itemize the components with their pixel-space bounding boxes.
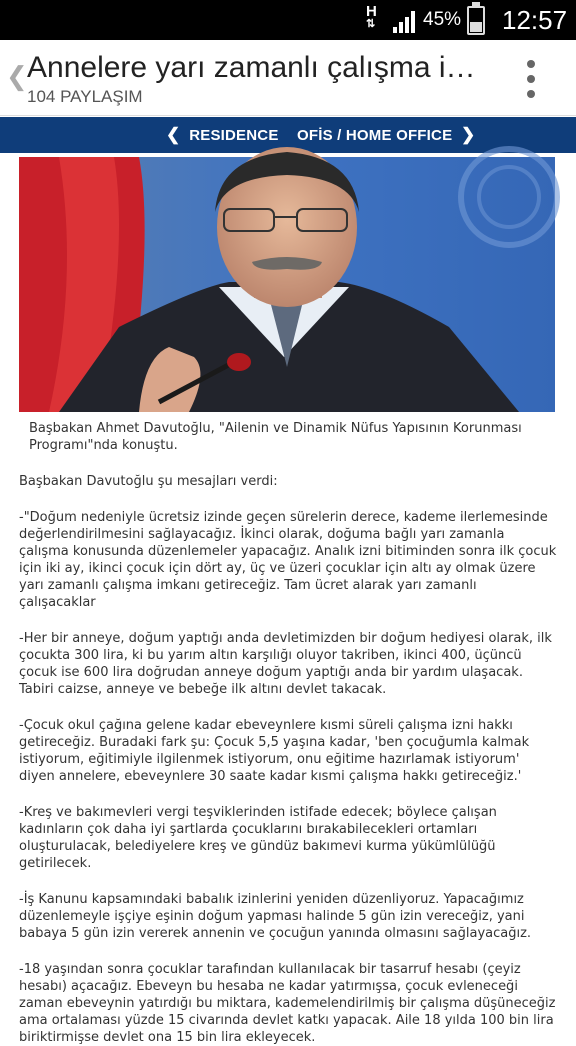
signal-icon: [393, 9, 419, 33]
article-paragraph: -Her bir anneye, doğum yaptığı anda devletimizden bir doğum hediyesi olarak, ilk çocukta 300 lira, ki bu yarım altın karşılığı oluyor takriben, ikinci 400, üçüncü çocuk ise 600 lira doğrudan anneye doğum yaptığı anda bir yardım ulaşacak. Tabiri caizse, anneye ve bebeğe ilk altını devlet takacak.: [19, 631, 552, 697]
article-paragraph: -İş Kanunu kapsamındaki babalık izinlerini yeniden düzenliyoruz. Yapacağımız düzenlemeyle işçiye eşinin doğum yapması halinde 5 gün izin vereceğiz, yani babaya 5 gün izin vererek annenin ve çocuğun yanında olmasını sağlayacağız.: [19, 892, 532, 941]
article-paragraph: -Kreş ve bakımevleri vergi teşviklerinden istifade edecek; böylece çalışan kadınların çok daha iyi şartlarda çocuklarını bırakabilecekleri ortamları oluşturulacak, belediyelere kreş ve gündüz bakımevi kurma yükümlülüğü getirilecek.: [19, 805, 497, 871]
article-paragraph: -"Doğum nedeniyle ücretsiz izinde geçen sürelerin derece, kademe ilerlemesinde değerlendirilmesini sağlayacağız. İkinci olarak, doğuma bağlı yarı zamanla çalışma konusunda düzenlemeler yapacağız. Analık izni bitiminden sonra ilk çocuk için iki ay, ikinci çocuk için dört ay, üç ve üzeri çocuklar için altı ay olmak üzere yarı zamanlı çalışma imkanı getireceğiz. Tam ücret alarak yarı zamanlı çalışacaklar: [19, 510, 557, 610]
article-photo: [19, 157, 555, 412]
share-count: 104 PAYLAŞIM: [27, 87, 143, 106]
page-title: Annelere yarı zamanlı çalışma i…: [27, 51, 476, 84]
prev-section-button[interactable]: [166, 125, 279, 145]
battery-percent: 45%: [423, 9, 462, 30]
battery-fill: [470, 22, 482, 32]
chevron-left-icon: ❮: [166, 125, 181, 144]
article-paragraph: Başbakan Davutoğlu şu mesajları verdi:: [19, 474, 278, 489]
status-bar: [0, 0, 576, 40]
next-section-button[interactable]: [297, 125, 475, 145]
clock: 12:57: [502, 5, 568, 35]
network-type-indicator: H ⇅: [366, 3, 377, 30]
overflow-menu-icon[interactable]: [520, 60, 542, 100]
article-body: [19, 420, 557, 1046]
article-paragraph: -18 yaşından sonra çocuklar tarafından kullanılacak bir tasarruf hesabı (çeyiz hesabı) açacağız. Ebeveyn bu hesaba ne kadar yatırmışsa, çocuk evleneceği zaman ebeveynin yatırdığı bu miktara, kademelendirilmiş bir çalışma düşüneceğiz ama ortalaması yüzde 15 civarında devlet katkı yapacak. Aile 18 yılda 100 bin lira biriktirmişse devlet ona 15 bin lira ekleyecek.: [19, 962, 556, 1045]
article-paragraph: -Çocuk okul çağına gelene kadar ebeveynlere kısmi süreli çalışma izni hakkı getireceğiz. Buradaki fark şu: Çocuk 5,5 yaşına kadar, 'ben çocuğumla kalmak istiyorum, eğitimiyle ilgilenmek istiyorum, onu eğitime hazırlamak istiyorum' diyen annelere, ebeveynlere 30 saate kadar kısmi çalışma hakkı getireceğiz.': [19, 718, 530, 784]
app-bar: [0, 40, 576, 116]
battery-icon: [467, 6, 485, 35]
back-icon[interactable]: ❮: [6, 62, 28, 92]
prev-section-label: RESIDENCE: [189, 127, 279, 144]
photo-caption: Başbakan Ahmet Davutoğlu, "Ailenin ve Dinamik Nüfus Yapısının Korunması Programı"nda konuştu.: [29, 421, 522, 453]
chevron-right-icon: ❯: [461, 125, 476, 144]
next-section-label: OFİS / HOME OFFICE: [297, 127, 453, 144]
